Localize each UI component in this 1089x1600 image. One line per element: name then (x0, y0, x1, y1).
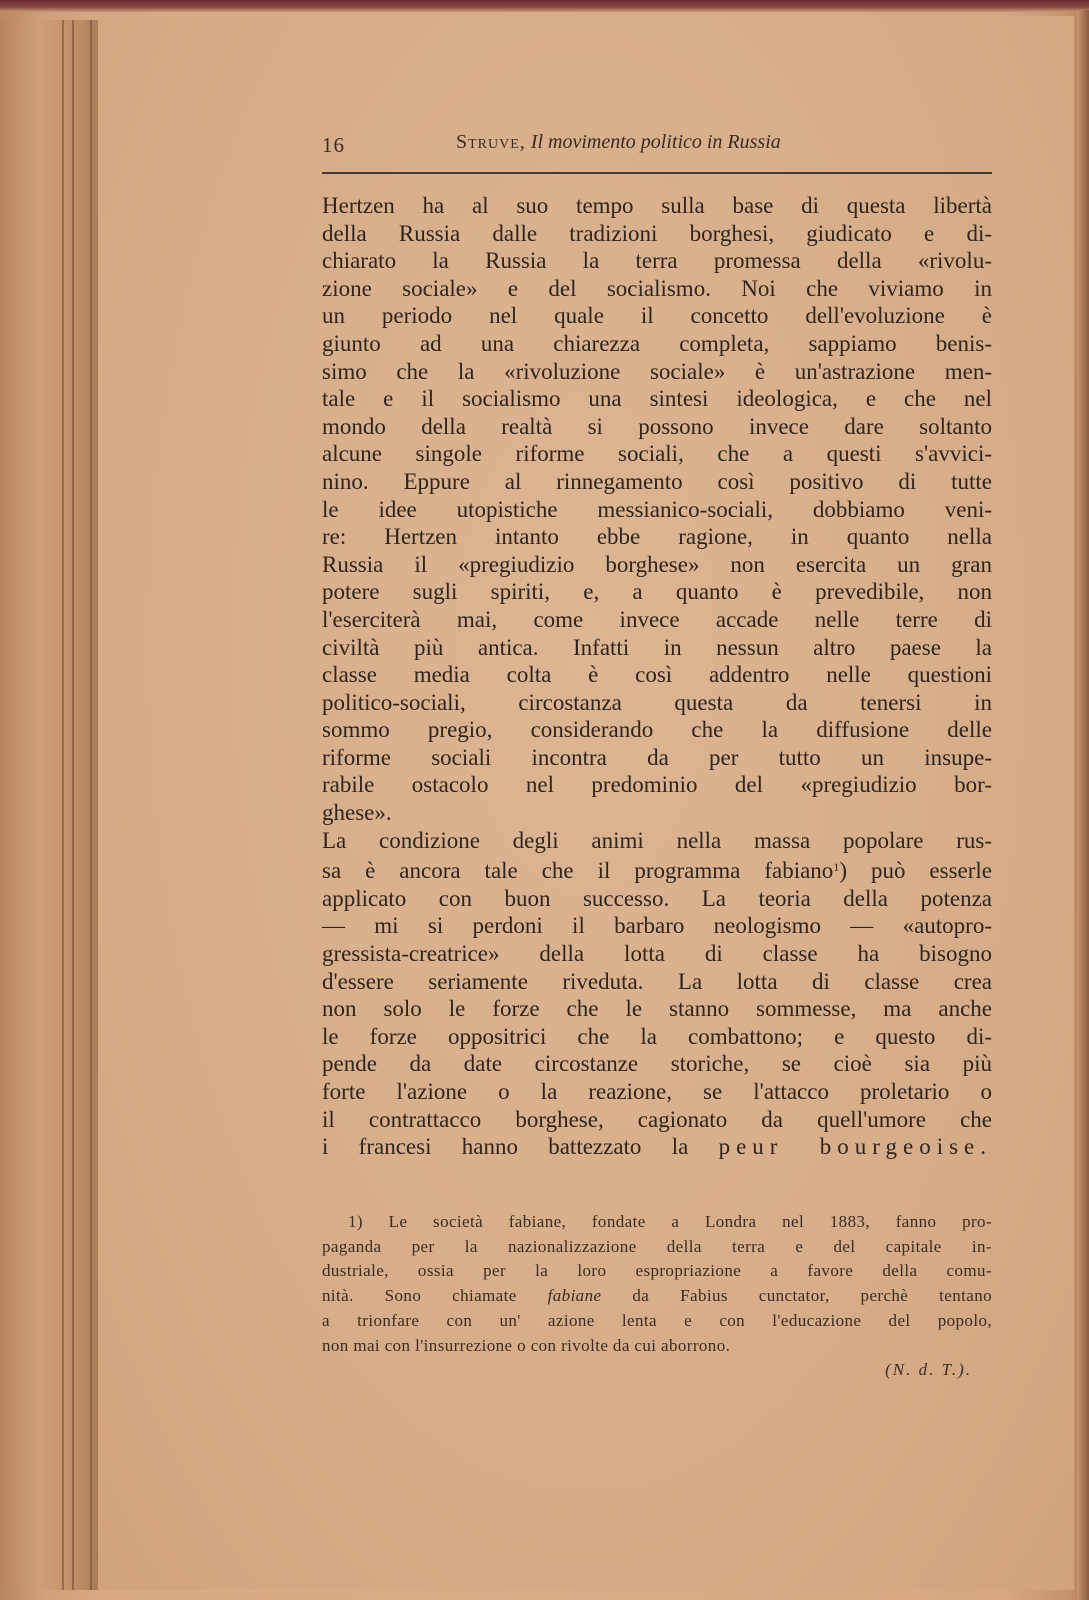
text-line: chiarato la Russia la terra promessa della «rivolu- (322, 248, 992, 274)
header-rule (322, 172, 992, 174)
footnote-line: paganda per la nazionalizzazione della terra e del capitale in- (322, 1236, 992, 1256)
text-line: zione sociale» e del socialismo. Noi che viviamo in (322, 275, 992, 301)
text-line: — mi si perdoni il barbaro neologismo — «autopro- (322, 913, 992, 939)
footnote (322, 1210, 992, 1383)
text-line: La condizione degli animi nella massa popolare rus- (322, 827, 992, 853)
text-line: pende da date circostanze storiche, se cioè sia più (322, 1051, 992, 1077)
text-line: sommo pregio, considerando che la diffusione delle (322, 717, 992, 743)
text-line: sa è ancora tale che il programma fabiano$^1$) può esserle (322, 858, 992, 884)
text-line: della Russia dalle tradizioni borghesi, giudicato e di- (322, 220, 992, 246)
text-line: forte l'azione o la reazione, se l'attacco proletario o (322, 1079, 992, 1104)
page-edges-left (0, 20, 98, 1590)
running-head-title: Il movimento politico in Russia (530, 131, 781, 153)
text-line: giunto ad una chiarezza completa, sappiamo benis- (322, 330, 992, 356)
page-edge-right (1077, 10, 1089, 1600)
text-line: applicato con buon successo. La teoria della potenza (322, 885, 992, 911)
text-line: ghese». (322, 800, 392, 826)
text-line: re: Hertzen intanto ebbe ragione, in quanto nella (322, 524, 992, 550)
text-line: d'essere seriamente riveduta. La lotta di classe crea (322, 968, 992, 994)
running-head (456, 131, 781, 154)
text-line: riforme sociali incontra da per tutto un insupe- (322, 744, 992, 770)
page-header (322, 131, 992, 161)
text-line: non solo le forze che le stanno sommesse, ma anche (322, 996, 992, 1022)
footnote-line: a trionfare con un' azione lenta e con l'educazione del popolo, (322, 1310, 992, 1330)
text-line: simo che la «rivoluzione sociale» è un'astrazione men- (322, 358, 992, 384)
footnote-marker: 1 (833, 860, 840, 875)
spaced-phrase: peur bourgeoise. (718, 1134, 992, 1160)
text-line: le idee utopistiche messianico-sociali, dobbiamo veni- (322, 496, 992, 522)
text-line: il contrattacco borghese, cagionato da quell'umore che (322, 1106, 992, 1132)
text-line: potere sugli spiriti, e, a quanto è prevedibile, non (322, 579, 992, 605)
footnote-line: non mai con l'insurrezione o con rivolte da cui aborrono. (322, 1335, 731, 1355)
text-line: politico-sociali, circostanza questa da tenersi in (322, 689, 992, 715)
footnote-line: nità. Sono chiamate fabiane da Fabius cunctator, perchè tentano (322, 1286, 993, 1306)
text-line: nino. Eppure al rinnegamento così positivo di tutte (322, 468, 992, 494)
page-number: 16 (322, 133, 345, 157)
text-line: gressista-creatrice» della lotta di classe ha bisogno (322, 941, 992, 967)
text-line: Hertzen ha al suo tempo sulla base di questa libertà (322, 193, 992, 218)
text-line: rabile ostacolo nel predominio del «pregiudizio bor- (322, 772, 992, 798)
translator-note-signature: (N. d. T.). (885, 1360, 972, 1380)
text-line: un periodo nel quale il concetto dell'evoluzione è (322, 303, 992, 329)
footnote-line: 1) Le società fabiane, fondate a Londra nel 1883, fanno pro- (348, 1212, 992, 1231)
text-line: civiltà più antica. Infatti in nessun altro paese la (322, 634, 992, 660)
text-line: mondo della realtà si possono invece dare soltanto (322, 413, 992, 439)
text-line: Russia il «pregiudizio borghese» non esercita un gran (322, 551, 992, 577)
running-head-author: Struve, (456, 131, 526, 153)
body-text (322, 192, 992, 1161)
text-line: tale e il socialismo una sintesi ideologica, e che nel (322, 386, 992, 412)
book-cover-edge (0, 0, 1089, 12)
footnote-line: dustriale, ossia per la loro espropriazione a favore della comu- (322, 1261, 992, 1281)
text-line: le forze oppositrici che la combattono; e questo di- (322, 1023, 992, 1049)
footnote-italic-term: fabiane (547, 1286, 602, 1306)
text-line: alcune singole riforme sociali, che a questi s'avvici- (322, 441, 992, 467)
text-line: l'eserciterà mai, come invece accade nelle terre di (322, 606, 992, 632)
text-line: i francesi hanno battezzato la peur bourgeoise. (322, 1134, 992, 1160)
text-line: classe media colta è così addentro nelle questioni (322, 662, 992, 688)
